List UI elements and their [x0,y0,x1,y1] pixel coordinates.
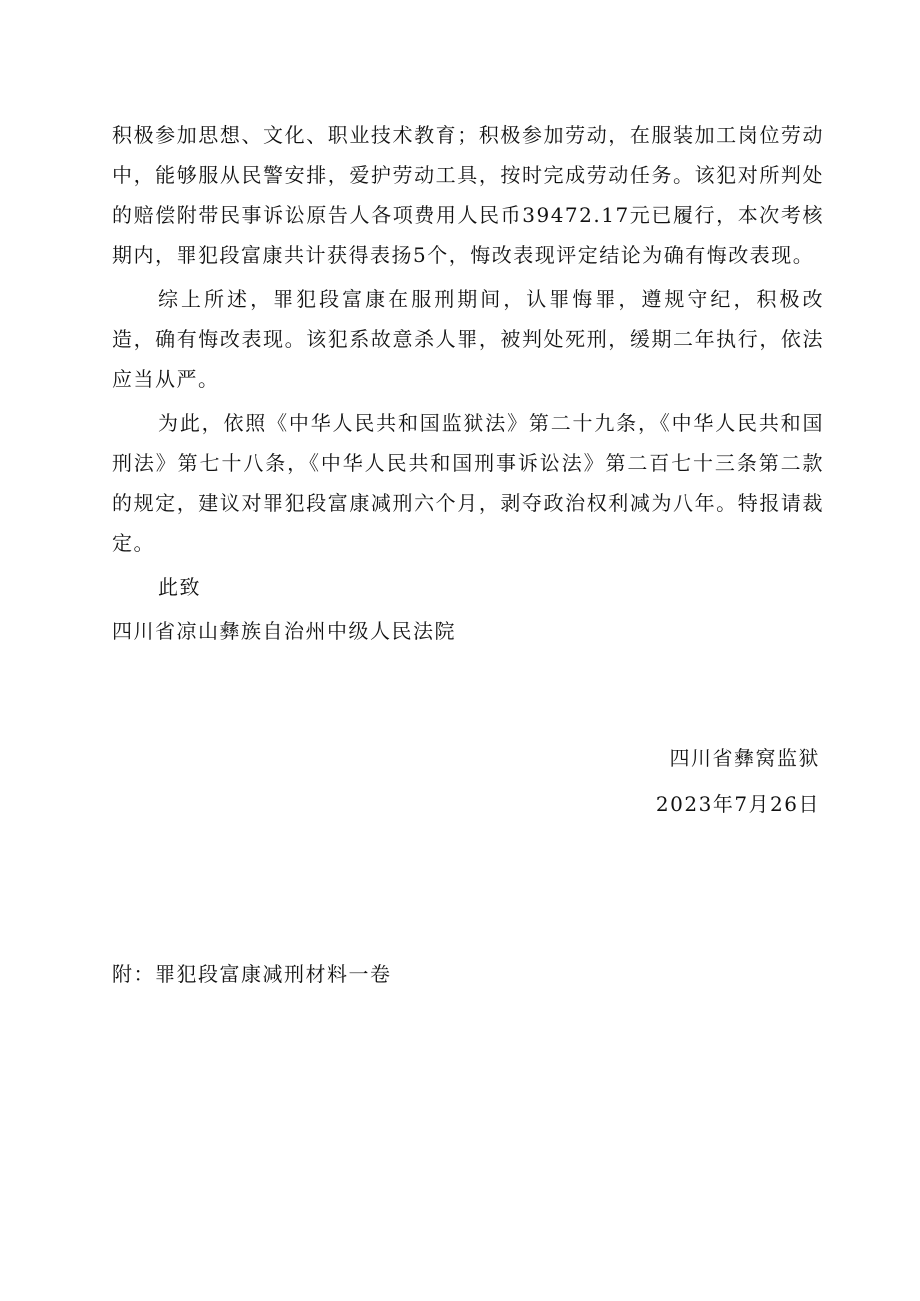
paragraph-behavior: 积极参加思想、文化、职业技术教育；积极参加劳动，在服装加工岗位劳动中，能够服从民警安排，爱护劳动工具，按时完成劳动任务。该犯对所判处的赔偿附带民事诉讼原告人各项费用人民币39472.17元已履行，本次考核期内，罪犯段富康共计获得表扬5个，悔改表现评定结论为确有悔改表现。 [112,123,824,267]
attachment-note: 附：罪犯段富康减刑材料一卷 [112,962,392,986]
document-body [112,115,824,651]
paragraph-summary: 综上所述，罪犯段富康在服刑期间，认罪悔罪，遵规守纪，积极改造，确有悔改表现。该犯系故意杀人罪，被判处死刑，缓期二年执行，依法应当从严。 [112,287,824,391]
salutation: 此致 [158,575,201,599]
signature-date: 2023年7月26日 [655,792,820,816]
paragraph-legal-basis: 为此，依照《中华人民共和国监狱法》第二十九条，《中华人民共和国刑法》第七十八条，《中华人民共和国刑事诉讼法》第二百七十三条第二款的规定，建议对罪犯段富康减刑六个月，剥夺政治权利减为八年。特报请裁定。 [112,411,824,555]
addressee: 四川省凉山彝族自治州中级人民法院 [112,619,456,643]
signature-organization: 四川省彝窝监狱 [669,746,820,770]
